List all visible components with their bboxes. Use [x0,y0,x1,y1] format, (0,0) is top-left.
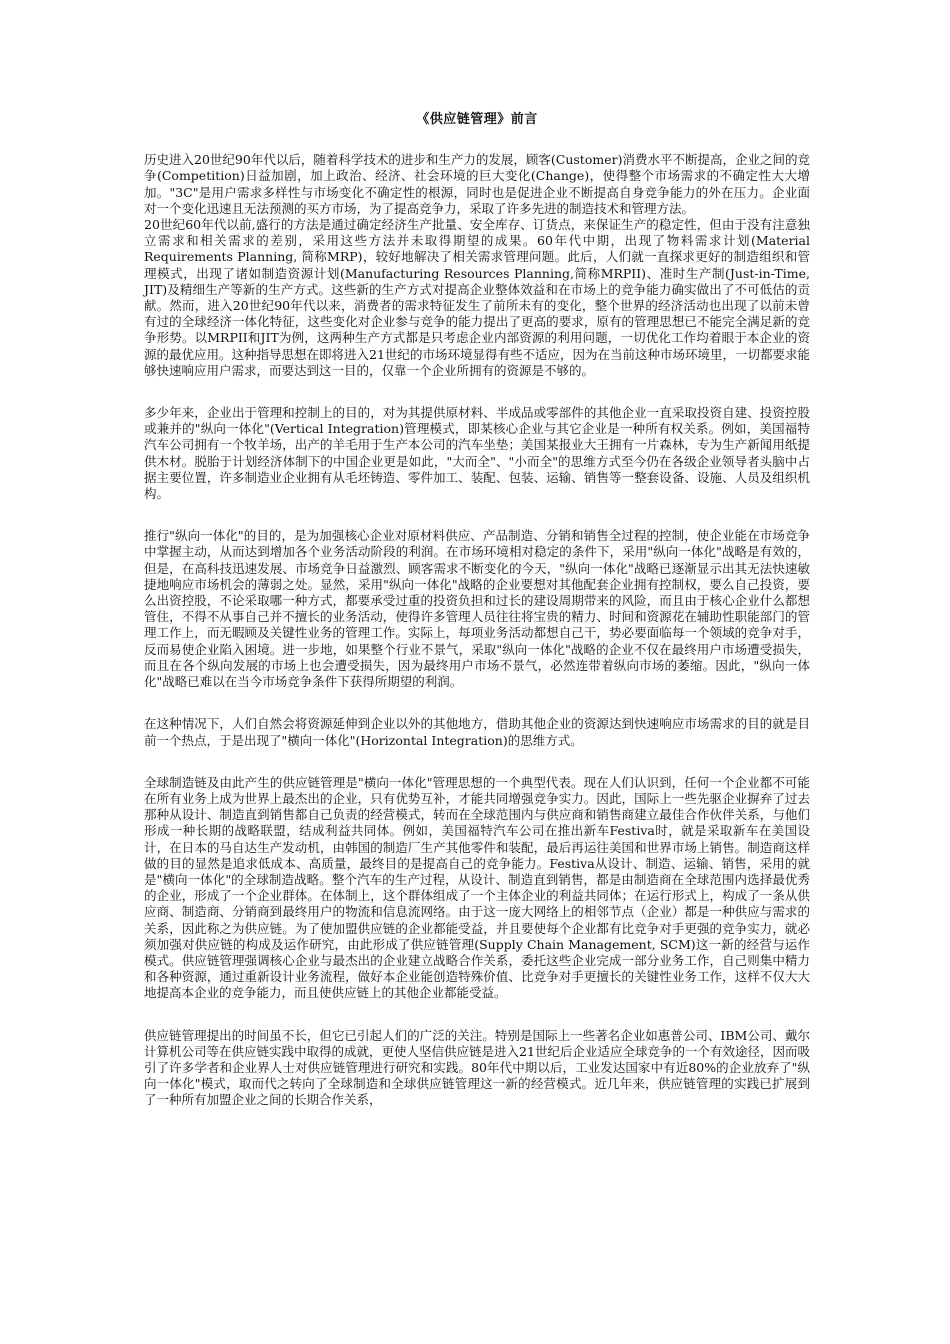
document-page [144,112,810,1109]
paragraph-scm-attention: 供应链管理提出的时间虽不长，但它已引起人们的广泛的关注。特别是国际上一些著名企业如惠普公司、IBM公司、戴尔计算机公司等在供应链实践中取得的成就，更使人坚信供应链是进入21世纪后企业适应全球竞争的一个有效途径，因而吸引了许多学者和企业界人士对供应链管理进行研究和实践。80年代中期以后，工业发达国家中有近80%的企业放弃了"纵向一体化"模式，取而代之转向了全球制造和全球供应链管理这一新的经营模式。近几年来，供应链管理的实践已扩展到了一种所有加盟企业之间的长期合作关系， [144,1027,810,1108]
paragraph-horizontal-integration: 在这种情况下，人们自然会将资源延伸到企业以外的其他地方，借助其他企业的资源达到快速响应市场需求的目的就是目前一个热点，于是出现了"横向一体化"(Horizontal Integration)的思维方式。 [144,716,810,748]
paragraph-history: 20世纪60年代以前,盛行的方法是通过确定经济生产批量、安全库存、订货点，来保证生产的稳定性，但由于没有注意独立需求和相关需求的差别，采用这些方法并未取得期望的成果。60年代中期，出现了物料需求计划(Material Requirements Planning, 简称MRP)，较好地解决了相关需求管理问题。此后，人们就一直探求更好的制造组织和管理模式，出现了诸如制造资源计划(Manufacturing Resources Planning,简称MRPII)、准时生产制(Just-in-Time, JIT)及精细生产等新的生产方式。这些新的生产方式对提高企业整体效益和在市场上的竞争能力确实做出了不可低估的贡献。然而，进入20世纪90年代以来，消费者的需求特征发生了前所未有的变化，整个世界的经济活动也出现了以前未曾有过的全球经济一体化特征，这些变化对企业参与竞争的能力提出了更高的要求，原有的管理思想已不能完全满足新的竞争形势。以MRPII和JIT为例，这两种生产方式都是只考虑企业内部资源的利用问题，一切优化工作均着眼于本企业的资源的最优应用。这种指导思想在即将进入21世纪的市场环境显得有些不适应，因为在当前这种市场环境里，一切都要求能够快速响应用户需求，而要达到这一目的，仅靠一个企业所拥有的资源是不够的。 [144,217,810,378]
paragraph-global-supply-chain: 全球制造链及由此产生的供应链管理是"横向一体化"管理思想的一个典型代表。现在人们认识到，任何一个企业都不可能在所有业务上成为世界上最杰出的企业，只有优势互补，才能共同增强竞争实力。因此，国际上一些先驱企业摒弃了过去那种从设计、制造直到销售都自己负责的经营模式，转而在全球范围内与供应商和销售商建立最佳合作伙伴关系，与他们形成一种长期的战略联盟，结成利益共同体。例如，美国福特汽车公司在推出新车Festiva时，就是采取新车在美国设计，在日本的马自达生产发动机，由韩国的制造厂生产其他零件和装配，最后再运往美国和世界市场上销售。制造商这样做的目的显然是追求低成本、高质量，最终目的是提高自己的竞争能力。Festiva从设计、制造、运输、销售，采用的就是"横向一体化"的全球制造战略。整个汽车的生产过程，从设计、制造直到销售，都是由制造商在全球范围内选择最优秀的企业，形成了一个企业群体。在体制上，这个群体组成了一个主体企业的利益共同体；在运行形式上，构成了一条从供应商、制造商、分销商到最终用户的物流和信息流网络。由于这一庞大网络上的相邻节点（企业）都是一种供应与需求的关系，因此称之为供应链。为了使加盟供应链的企业都能受益，并且要使每个企业都有比竞争对手更强的竞争实力，就必须加强对供应链的构成及运作研究，由此形成了供应链管理(Supply Chain Management, SCM)这一新的经营与运作模式。供应链管理强调核心企业与最杰出的企业建立战略合作关系，委托这些企业完成一部分业务工作，自己则集中精力和各种资源，通过重新设计业务流程，做好本企业能创造特殊价值、比竞争对手更擅长的关键性业务工作，这样不仅大大地提高本企业的竞争能力，而且使供应链上的其他企业都能受益。 [144,774,810,1001]
paragraph-vertical-purpose: 推行"纵向一体化"的目的，是为加强核心企业对原材料供应、产品制造、分销和销售全过程的控制，使企业能在市场竞争中掌握主动，从而达到增加各个业务活动阶段的利润。在市场环境相对稳定的条件下，采用"纵向一体化"战略是有效的，但是，在高科技迅速发展、市场竞争日益激烈、顾客需求不断变化的今天，"纵向一体化"战略已逐渐显示出其无法快速敏捷地响应市场机会的薄弱之处。显然，采用"纵向一体化"战略的企业要想对其他配套企业拥有控制权，要么自己投资，要么出资控股，不论采取哪一种方式，都要承受过重的投资负担和过长的建设周期带来的风险，而且由于核心企业什么都想管住，不得不从事自己并不擅长的业务活动，使得许多管理人员往往将宝贵的精力、时间和资源花在辅助性职能部门的管理工作上，而无暇顾及关键性业务的管理工作。实际上，每项业务活动都想自己干，势必要面临每一个领域的竞争对手，反而易使企业陷入困境。进一步地，如果整个行业不景气，采取"纵向一体化"战略的企业不仅在最终用户市场遭受损失，而且在各个纵向发展的市场上也会遭受损失，因为最终用户市场不景气，必然连带着纵向市场的萎缩。因此，"纵向一体化"战略已难以在当今市场竞争条件下获得所期望的利润。 [144,528,810,690]
paragraph-vertical-integration: 多少年来，企业出于管理和控制上的目的，对为其提供原材料、半成品或零部件的其他企业一直采取投资自建、投资控股或兼并的"纵向一体化"(Vertical Integration)管理模式，即某核心企业与其它企业是一种所有权关系。例如，美国福特汽车公司拥有一个牧羊场，出产的羊毛用于生产本公司的汽车坐垫；美国某报业大王拥有一片森林，专为生产新闻用纸提供木材。脱胎于计划经济体制下的中国企业更是如此，"大而全"、"小而全"的思维方式至今仍在各级企业领导者头脑中占据主要位置，许多制造业企业拥有从毛坯铸造、零件加工、装配、包装、运输、销售等一整套设备、设施、人员及组织机构。 [144,405,810,502]
document-title: 《供应链管理》前言 [416,112,538,127]
paragraph-intro: 历史进入20世纪90年代以后，随着科学技术的进步和生产力的发展，顾客(Customer)消费水平不断提高，企业之间的竞争(Competition)日益加剧，加上政治、经济、社会环境的巨大变化(Change)，使得整个市场需求的不确定性大大增加。"3C"是用户需求多样性与市场变化不确定性的根源，同时也是促进企业不断提高自身竞争能力的外在压力。企业面对一个变化迅速且无法预测的买方市场，为了提高竞争力，采取了许多先进的制造技术和管理方法。 [144,152,810,216]
